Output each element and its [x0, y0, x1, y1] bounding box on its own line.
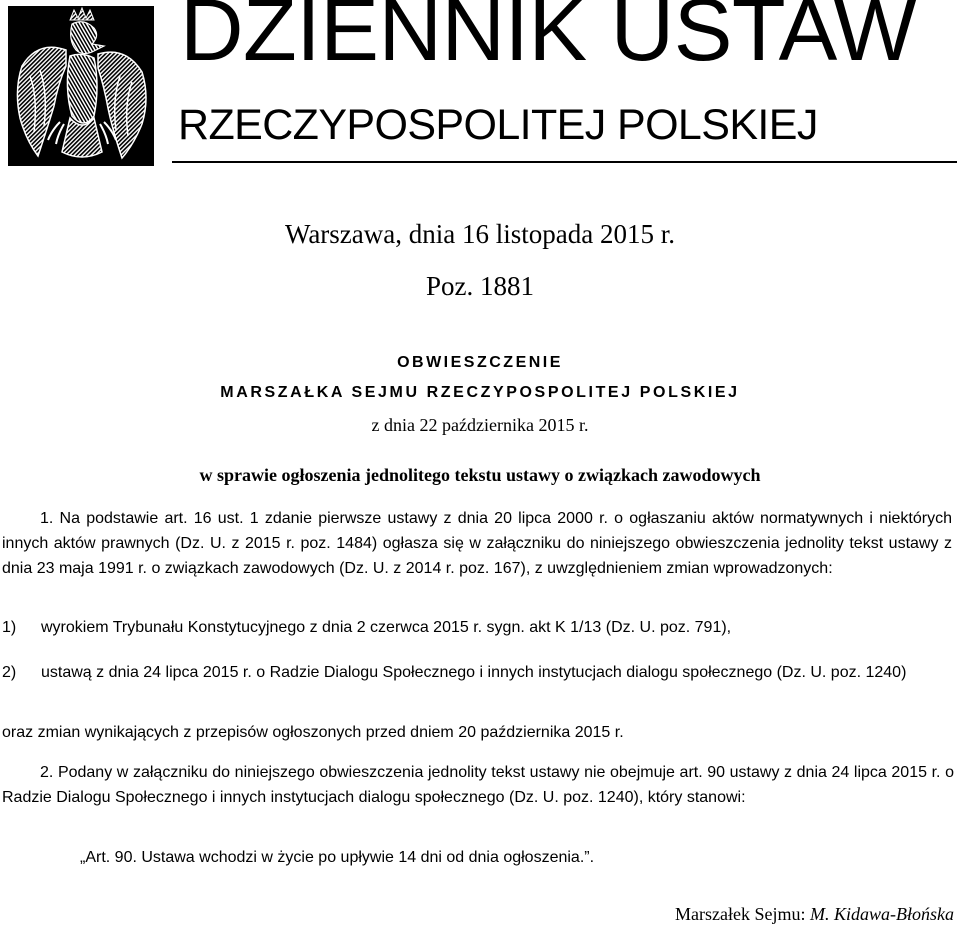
- act-subject: w sprawie ogłoszenia jednolitego tekstu ustawy o związkach zawodowych: [199, 465, 761, 485]
- signature-name: M. Kidawa-Błońska: [810, 904, 954, 924]
- position-number: Poz. 1881: [426, 271, 534, 301]
- signature-block: [675, 904, 954, 925]
- quoted-article: „Art. 90. Ustawa wchodzi w życie po upływie 14 dni od dnia ogłoszenia.”.: [80, 849, 595, 866]
- act-type: OBWIESZCZENIE: [397, 354, 563, 371]
- journal-title: DZIENNIK USTAW: [180, 0, 917, 79]
- list-item-text: ustawą z dnia 24 lipca 2015 r. o Radzie Dialogu Społecznego i innych instytucjach dialogu społecznego (Dz. U. poz. 1240): [41, 664, 907, 681]
- act-issuer: MARSZAŁKA SEJMU RZECZYPOSPOLITEJ POLSKIEJ: [220, 384, 740, 401]
- place-date-line: [0, 219, 960, 250]
- paragraph-1: [2, 506, 952, 581]
- paragraph-oraz: oraz zmian wynikających z przepisów ogłoszonych przed dniem 20 października 2015 r.: [2, 724, 624, 741]
- signature-role: Marszałek Sejmu:: [675, 904, 810, 924]
- list-item-number: 2): [2, 664, 17, 681]
- list-item-text: wyrokiem Trybunału Konstytucyjnego z dnia 2 czerwca 2015 r. sygn. akt K 1/13 (Dz. U. poz. 791),: [41, 619, 732, 636]
- paragraph-2-text: 2. Podany w załączniku do niniejszego obwieszczenia jednolity tekst ustawy nie obejmuje art. 90 ustawy z dnia 24 lipca 2015 r. o Radzie Dialogu Społecznego i innych instytucjach dialogu społecznego (Dz. U. poz. 1240), który stanowi:: [2, 764, 954, 806]
- polish-eagle-emblem-icon: [8, 6, 154, 166]
- place-date: Warszawa, dnia 16 listopada 2015 r.: [285, 219, 675, 249]
- list-item: [2, 615, 952, 640]
- list-item: [2, 660, 952, 685]
- paragraph-2: [2, 760, 954, 810]
- header-rule: [172, 161, 957, 163]
- paragraph-1-text: 1. Na podstawie art. 16 ust. 1 zdanie pierwsze ustawy z dnia 20 lipca 2000 r. o ogłaszaniu aktów normatywnych i niektórych innych aktów prawnych (Dz. U. z 2015 r. poz. 1484) ogłasza się w załączniku do niniejszego obwieszczenia jednolity tekst ustawy z dnia 23 maja 1991 r. o związkach zawodowych (Dz. U. z 2014 r. poz. 167), z uwzględnieniem zmian wprowadzonych:: [2, 510, 952, 577]
- list-item-number: 1): [2, 619, 17, 636]
- journal-subtitle: RZECZYPOSPOLITEJ POLSKIEJ: [178, 101, 818, 149]
- act-date: z dnia 22 października 2015 r.: [371, 415, 589, 435]
